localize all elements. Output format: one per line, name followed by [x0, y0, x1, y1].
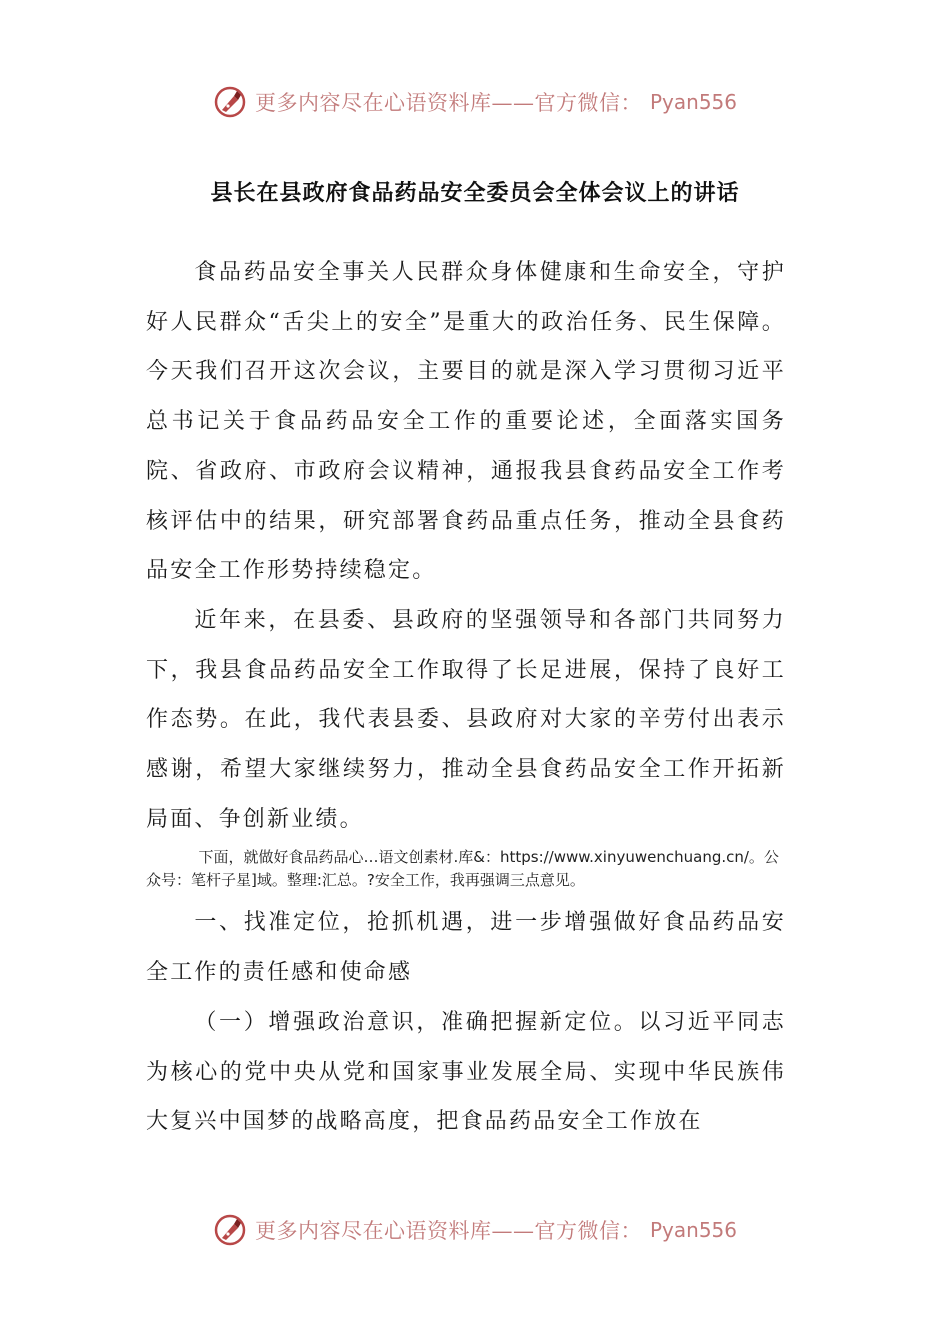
section-heading: 一、找准定位，抢抓机遇，进一步增强做好食品药品安全工作的责任感和使命感 — [146, 910, 786, 986]
document-title: 县长在县政府食品药品安全委员会全体会议上的讲话 — [210, 181, 740, 206]
watermark-banner-bottom — [0, 1210, 950, 1250]
watermark-wechat-id: Pyan556 — [649, 90, 737, 114]
source-note: 下面，就做好食品药品心…语文创素材.库&：https://www.xinyuwenchuang.cn/。公众号：笔杆子星]域。整理:汇总。?安全工作，我再强调三点意见。 — [146, 848, 779, 890]
subsection-paragraph: （一）增强政治意识，准确把握新定位。以习近平同志为核心的党中央从党和国家事业发展全局、实现中华民族伟大复兴中国梦的战略高度，把食品药品安全工作放在 — [146, 1009, 786, 1135]
watermark-text: 更多内容尽在心语资料库——官方微信： — [254, 91, 642, 115]
pen-nib-logo-icon — [213, 85, 247, 119]
document-body — [146, 248, 786, 1147]
watermark-banner-top — [0, 82, 950, 122]
paragraph: 近年来，在县委、县政府的坚强领导和各部门共同努力下，我县食品药品安全工作取得了长足进展，保持了良好工作态势。在此，我代表县委、县政府对大家的辛劳付出表示感谢，希望大家继续努力，推动全县食药品安全工作开拓新局面、争创新业绩。 — [146, 607, 786, 832]
watermark-wechat-id: Pyan556 — [649, 1218, 737, 1242]
pen-nib-logo-icon — [213, 1213, 247, 1247]
paragraph: 食品药品安全事关人民群众身体健康和生命安全，守护好人民群众“舌尖上的安全”是重大的政治任务、民生保障。今天我们召开这次会议，主要目的就是深入学习贯彻习近平总书记关于食品药品安全工作的重要论述，全面落实国务院、省政府、市政府会议精神，通报我县食药品安全工作考核评估中的结果，研究部署食药品重点任务，推动全县食药品安全工作形势持续稳定。 — [146, 260, 786, 584]
watermark-text: 更多内容尽在心语资料库——官方微信： — [254, 1219, 642, 1243]
